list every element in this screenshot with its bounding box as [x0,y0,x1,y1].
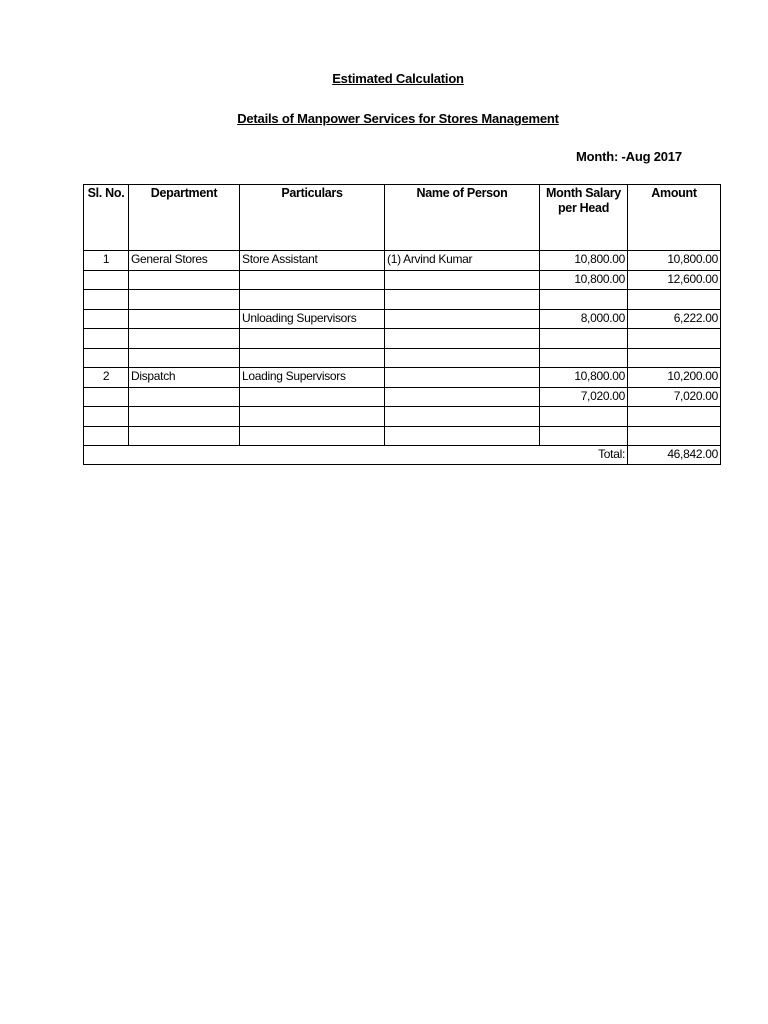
document-title: Estimated Calculation [332,71,464,86]
cell-department [129,407,240,427]
cell-sl-no: 2 [84,368,129,388]
cell-sl-no [84,387,129,407]
cell-sl-no: 1 [84,251,129,271]
table-row [84,270,721,290]
cell-month-salary [540,290,628,310]
cell-amount [628,426,721,446]
cell-sl-no [84,309,129,329]
cell-month-salary [540,329,628,349]
total-value: 46,842.00 [628,446,721,465]
table-row [84,251,721,271]
cell-amount [628,290,721,310]
cell-name-of-person [385,348,540,368]
total-row [84,446,721,465]
cell-name-of-person [385,329,540,349]
cell-sl-no [84,407,129,427]
cell-name-of-person [385,387,540,407]
cell-month-salary: 10,800.00 [540,368,628,388]
table-row [84,407,721,427]
table-row [84,368,721,388]
cell-amount: 10,800.00 [628,251,721,271]
cell-sl-no [84,270,129,290]
cell-name-of-person [385,407,540,427]
cell-particulars: Unloading Supervisors [240,309,385,329]
header-department: Department [129,185,240,251]
cell-department: Dispatch [129,368,240,388]
cell-particulars [240,329,385,349]
cell-department [129,426,240,446]
cell-amount: 10,200.00 [628,368,721,388]
month-label: Month: -Aug 2017 [576,149,682,164]
cell-name-of-person [385,290,540,310]
header-sl-no: Sl. No. [84,185,129,251]
cell-month-salary [540,407,628,427]
cell-month-salary: 10,800.00 [540,251,628,271]
cell-amount: 12,600.00 [628,270,721,290]
cell-department [129,348,240,368]
header-month-salary: Month Salary per Head [540,185,628,251]
cell-department [129,329,240,349]
cell-department: General Stores [129,251,240,271]
cell-month-salary [540,426,628,446]
cell-particulars: Loading Supervisors [240,368,385,388]
cell-particulars [240,387,385,407]
cell-month-salary [540,348,628,368]
table-row [84,387,721,407]
cell-month-salary: 8,000.00 [540,309,628,329]
header-name-of-person: Name of Person [385,185,540,251]
table-row [84,329,721,349]
cell-name-of-person [385,368,540,388]
cell-particulars [240,348,385,368]
cell-particulars [240,426,385,446]
cell-department [129,290,240,310]
table-row [84,348,721,368]
table-row [84,290,721,310]
cell-sl-no [84,348,129,368]
cell-department [129,309,240,329]
table-row [84,309,721,329]
cell-name-of-person [385,426,540,446]
cell-department [129,270,240,290]
header-particulars: Particulars [240,185,385,251]
table-header-row [84,185,721,251]
total-label: Total: [84,446,628,465]
header-amount: Amount [628,185,721,251]
cell-particulars [240,270,385,290]
cell-particulars: Store Assistant [240,251,385,271]
cell-particulars [240,290,385,310]
manpower-table [83,184,721,465]
cell-name-of-person: (1) Arvind Kumar [385,251,540,271]
cell-particulars [240,407,385,427]
cell-month-salary: 10,800.00 [540,270,628,290]
cell-department [129,387,240,407]
cell-sl-no [84,290,129,310]
cell-name-of-person [385,309,540,329]
cell-amount [628,329,721,349]
cell-sl-no [84,426,129,446]
table-row [84,426,721,446]
document-subtitle: Details of Manpower Services for Stores Management [237,111,559,126]
cell-amount [628,407,721,427]
cell-amount [628,348,721,368]
cell-name-of-person [385,270,540,290]
cell-amount: 6,222.00 [628,309,721,329]
cell-month-salary: 7,020.00 [540,387,628,407]
cell-amount: 7,020.00 [628,387,721,407]
cell-sl-no [84,329,129,349]
